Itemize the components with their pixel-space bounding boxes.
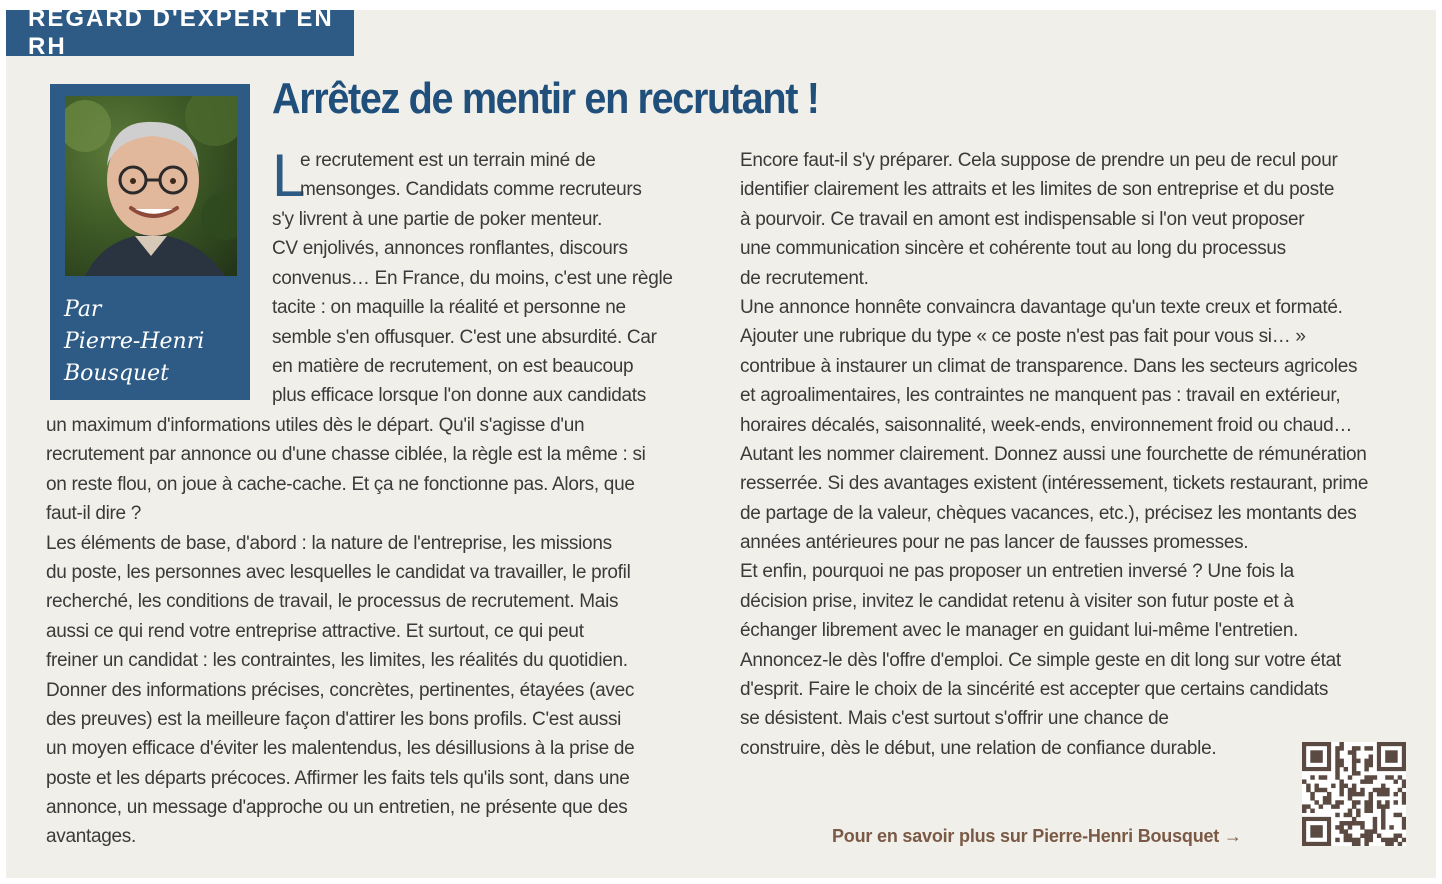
text-line: une communication sincère et cohérente tout au long du processus [740, 238, 1286, 260]
text-line: Ajouter une rubrique du type « ce poste n'est pas fait pour vous si… » [740, 326, 1306, 348]
author-photo-illustration [65, 96, 237, 276]
text-line: identifier clairement les attraits et les limites de son entreprise et du poste [740, 179, 1335, 201]
section-tag: REGARD D'EXPERT EN RH [6, 10, 354, 56]
text-line: mensonges. Candidats comme recruteurs [300, 179, 642, 201]
text-line: en matière de recrutement, on est beaucoup [272, 355, 634, 377]
text-line: e recrutement est un terrain miné de [300, 150, 596, 171]
left-column-body [46, 411, 646, 852]
signature-line: Pierre-Henri [64, 329, 205, 354]
text-line: aussi ce qui rend votre entreprise attractive. Et surtout, ce qui peut [46, 620, 584, 642]
drop-cap: L [272, 142, 306, 209]
text-line: de recrutement. [740, 267, 869, 289]
text-line: Et enfin, pourquoi ne pas proposer un entretien inversé ? Une fois la [740, 561, 1294, 583]
text-line: s'y livrent à une partie de poker menteur. [272, 209, 603, 230]
text-line: poste et les départs précoces. Affirmer les faits tels qu'ils sont, dans une [46, 767, 630, 789]
text-line: on reste flou, on joue à cache-cache. Et ça ne fonctionne pas. Alors, que [46, 473, 635, 495]
text-line: avantages. [46, 826, 136, 848]
qr-code-icon[interactable] [1302, 742, 1406, 846]
signature-line: Bousquet [64, 361, 169, 386]
text-line: horaires décalés, saisonnalité, week-ends, environnement froid ou chaud… [740, 414, 1353, 436]
text-line: resserrée. Si des avantages existent (intéressement, tickets restaurant, prime [740, 473, 1369, 495]
text-line: recrutement par annonce ou d'une chasse ciblée, la règle est la même : si [46, 444, 646, 466]
text-line: Donner des informations précises, concrètes, pertinentes, étayées (avec [46, 679, 635, 701]
left-column-intro [300, 146, 642, 205]
text-line: un moyen efficace d'éviter les malentendus, les désillusions à la prise de [46, 738, 635, 760]
text-line: tacite : on maquille la réalité et personne ne [272, 297, 626, 319]
text-line: semble s'en offusquer. C'est une absurdité. Car [272, 326, 657, 348]
text-line: Annoncez-le dès l'offre d'emploi. Ce simple geste en dit long sur votre état [740, 649, 1341, 671]
text-line: des preuves) est la meilleure façon d'attirer les bons profils. C'est aussi [46, 708, 622, 730]
text-line: convenus… En France, du moins, c'est une règle [272, 267, 673, 289]
text-line: décision prise, invitez le candidat retenu à visiter son futur poste et à [740, 590, 1294, 612]
text-line: construire, dès le début, une relation de confiance durable. [740, 737, 1217, 759]
text-line: freiner un candidat : les contraintes, les limites, les réalités du quotidien. [46, 650, 628, 672]
right-column-body [740, 146, 1368, 763]
signature-line: Par [64, 297, 102, 322]
qr-code-graphic [1302, 742, 1406, 846]
text-line: et agroalimentaires, les contraintes ne manquent pas : travail en extérieur, [740, 385, 1341, 407]
text-line: années antérieures pour ne pas lancer de fausses promesses. [740, 532, 1249, 554]
left-column-beside-portrait [272, 205, 673, 411]
text-line: du poste, les personnes avec lesquelles le candidat va travailler, le profil [46, 561, 631, 583]
text-line: un maximum d'informations utiles dès le départ. Qu'il s'agisse d'un [46, 415, 585, 436]
text-line: d'esprit. Faire le choix de la sincérité est accepter que certains candidats [740, 679, 1329, 701]
article-title: Arrêtez de mentir en recrutant ! [272, 74, 819, 123]
text-line: se désistent. Mais c'est surtout s'offrir une chance de [740, 708, 1169, 730]
author-portrait [50, 84, 250, 400]
author-signature [64, 294, 244, 390]
text-line: plus efficace lorsque l'on donne aux candidats [272, 385, 646, 407]
text-line: faut-il dire ? [46, 503, 142, 525]
text-line: Autant les nommer clairement. Donnez aussi une fourchette de rémunération [740, 443, 1367, 465]
text-line: Encore faut-il s'y préparer. Cela suppose de prendre un peu de recul pour [740, 150, 1338, 171]
text-line: échanger librement avec le manager en guidant lui-même l'entretien. [740, 620, 1299, 642]
text-line: annonce, un message d'approche ou un entretien, ne présente que des [46, 797, 628, 819]
text-line: CV enjolivés, annonces ronflantes, discours [272, 238, 628, 260]
author-photo [65, 96, 237, 276]
author-more-link[interactable]: Pour en savoir plus sur Pierre-Henri Bousquet → [832, 826, 1242, 846]
text-line: de partage de la valeur, chèques vacances, etc.), précisez les montants des [740, 502, 1357, 524]
text-line: à pourvoir. Ce travail en amont est indispensable si l'on veut proposer [740, 208, 1305, 230]
text-line: Une annonce honnête convaincra davantage qu'un texte creux et formaté. [740, 296, 1343, 318]
text-line: contribue à instaurer un climat de transparence. Dans les secteurs agricoles [740, 355, 1358, 377]
text-line: recherché, les conditions de travail, le processus de recrutement. Mais [46, 591, 619, 613]
text-line: Les éléments de base, d'abord : la nature de l'entreprise, les missions [46, 532, 612, 554]
